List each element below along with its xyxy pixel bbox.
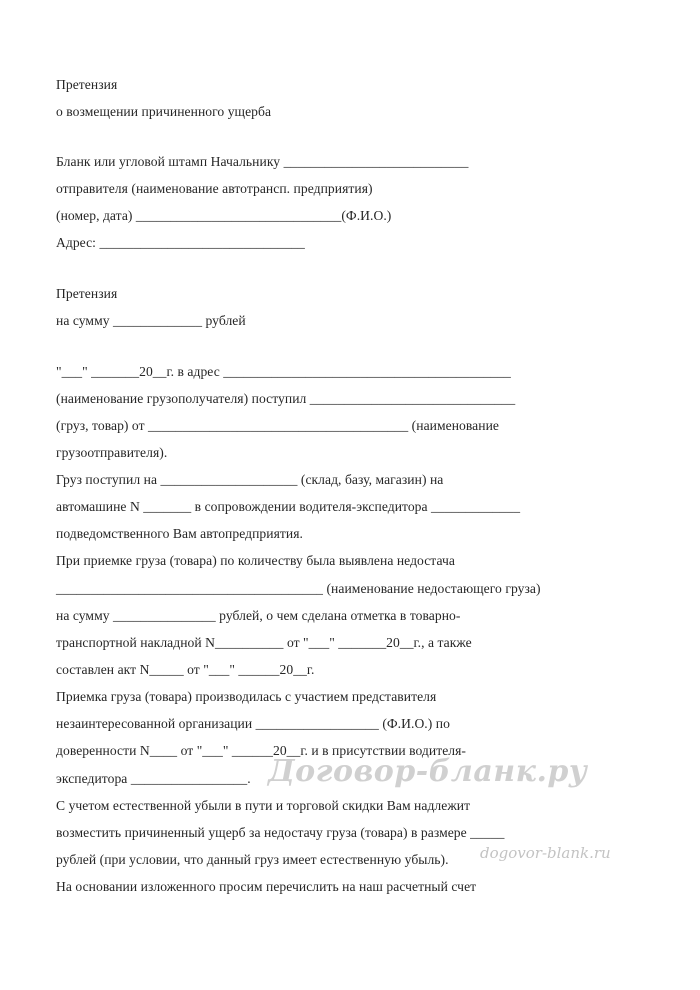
watermark-logo: Договор-бланк.ру: [268, 754, 588, 789]
address-line: Адрес: ______________________________: [56, 235, 305, 250]
body-line: составлен акт N_____ от "___" ______20__г.: [56, 662, 315, 677]
body-line: При приемке груза (товара) по количеству была выявлена недостача: [56, 553, 455, 568]
body-line: на сумму _______________ рублей, о чем сделана отметка в товарно-: [56, 608, 461, 623]
body-line: подведомственного Вам автопредприятия.: [56, 526, 303, 541]
claim-amount-line: на сумму _____________ рублей: [56, 313, 246, 328]
body-line: автомашине N _______ в сопровождении водителя-экспедитора _____________: [56, 499, 521, 514]
address-line: отправителя (наименование автотрансп. предприятия): [56, 181, 373, 196]
body-line: "___" _______20__г. в адрес __________________________________________: [56, 364, 511, 379]
address-line: (номер, дата) ______________________________(Ф.И.О.): [56, 208, 392, 223]
body-line: Груз поступил на ____________________ (склад, базу, магазин) на: [56, 472, 444, 487]
claim-heading: Претензия: [56, 286, 118, 301]
address-line: Бланк или угловой штамп Начальнику ___________________________: [56, 154, 469, 169]
body-line: возместить причиненный ущерб за недостачу груза (товара) в размере _____: [56, 825, 505, 840]
watermark-url: dogovor-blank.ru: [480, 844, 611, 862]
body-line: транспортной накладной N__________ от "___" _______20__г., а также: [56, 635, 472, 650]
body-line: рублей (при условии, что данный груз имеет естественную убыль).: [56, 852, 449, 867]
body-line: (груз, товар) от ______________________________________ (наименование: [56, 418, 499, 433]
body-line: Приемка груза (товара) производилась с участием представителя: [56, 689, 437, 704]
body-line: экспедитора _________________.: [56, 771, 251, 786]
body-line: С учетом естественной убыли в пути и торговой скидки Вам надлежит: [56, 798, 471, 813]
document-title: Претензия: [56, 77, 118, 92]
body-line: (наименование грузополучателя) поступил ______________________________: [56, 391, 516, 406]
body-line: грузоотправителя).: [56, 445, 168, 460]
body-line: доверенности N____ от "___" ______20__г. и в присутствии водителя-: [56, 743, 466, 758]
body-line: незаинтересованной организации __________________ (Ф.И.О.) по: [56, 716, 450, 731]
document-subtitle: о возмещении причиненного ущерба: [56, 104, 272, 119]
body-line: _______________________________________ (наименование недостающего груза): [56, 581, 541, 596]
body-line: На основании изложенного просим перечислить на наш расчетный счет: [56, 879, 477, 894]
